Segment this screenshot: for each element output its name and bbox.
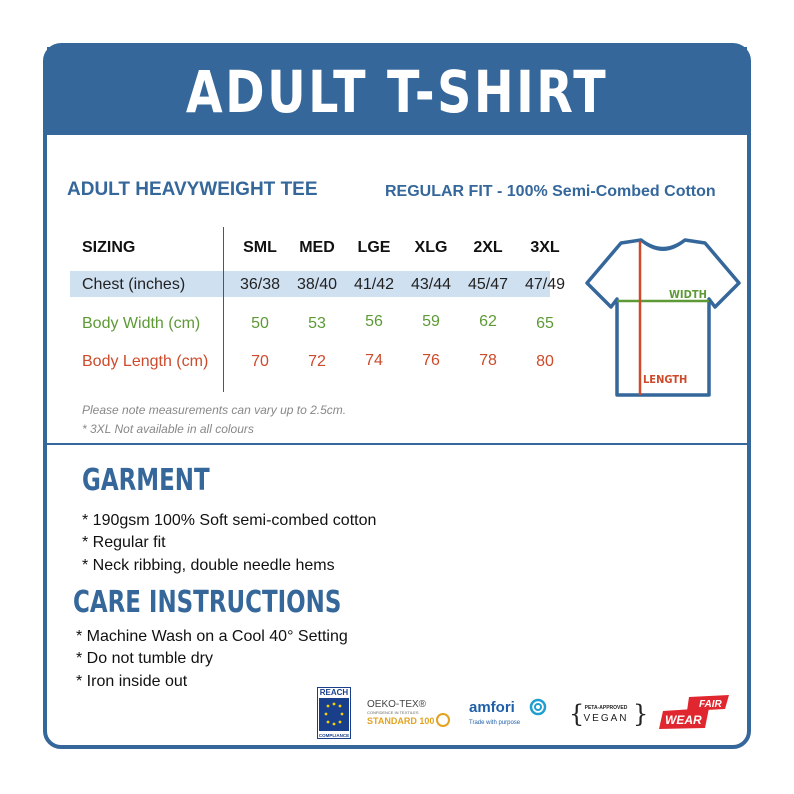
svg-text:WEAR: WEAR (665, 713, 702, 727)
width-value: 50 (251, 315, 269, 332)
svg-text:CONFIDENCE IN TEXTILES: CONFIDENCE IN TEXTILES (367, 710, 419, 715)
tshirt-measurement-diagram (583, 235, 743, 397)
sizing-header: SIZING (82, 239, 136, 256)
reach-compliance-logo (317, 687, 351, 739)
care-item: * Machine Wash on a Cool 40° Setting (76, 628, 348, 645)
svg-text:REACH: REACH (319, 688, 349, 697)
care-heading: CARE INSTRUCTIONS (73, 585, 342, 620)
size-header: 2XL (473, 239, 503, 256)
product-name: ADULT HEAVYWEIGHT TEE (67, 179, 318, 200)
row-label-chest: Chest (inches) (82, 276, 186, 293)
garment-item: * Neck ribbing, double needle hems (82, 557, 335, 574)
length-value: 74 (365, 352, 383, 369)
chest-value: 41/42 (353, 276, 395, 293)
tshirt-outline-icon (587, 240, 739, 395)
chest-value: 38/40 (296, 276, 338, 293)
width-label: WIDTH (669, 288, 707, 301)
care-item: * Iron inside out (76, 673, 188, 690)
size-header: 3XL (530, 239, 560, 256)
svg-text:Trade with purpose: Trade with purpose (469, 720, 521, 726)
garment-heading: GARMENT (82, 463, 210, 498)
fit-description: REGULAR FIT - 100% Semi-Combed Cotton (385, 183, 716, 200)
size-chart-card (43, 43, 751, 749)
section-divider (47, 443, 747, 445)
size-header: MED (299, 239, 335, 256)
svg-text:amfori: amfori (469, 699, 515, 716)
garment-item: * 190gsm 100% Soft semi-combed cotton (82, 512, 377, 529)
length-value: 72 (308, 353, 326, 370)
svg-text:FAIR: FAIR (699, 699, 722, 710)
width-value: 53 (308, 315, 326, 332)
length-label: LENGTH (643, 373, 688, 386)
svg-text:STANDARD 100: STANDARD 100 (367, 716, 435, 726)
fair-wear-logo (659, 695, 731, 731)
length-value: 70 (251, 353, 269, 370)
chest-value: 43/44 (410, 276, 452, 293)
chest-value: 47/49 (524, 276, 566, 293)
garment-item: * Regular fit (82, 534, 166, 551)
amfori-logo (467, 697, 553, 729)
chest-value: 36/38 (239, 276, 281, 293)
length-value: 80 (536, 353, 554, 370)
amfori-ring-icon (531, 700, 545, 714)
measurement-note: Please note measurements can vary up to 2.5cm. (82, 403, 347, 417)
width-value: 59 (422, 313, 440, 330)
oeko-tex-logo (365, 695, 451, 731)
peta-vegan-logo (567, 698, 649, 730)
size-header: SML (243, 239, 277, 256)
title-banner (47, 47, 747, 135)
table-divider (223, 227, 224, 392)
svg-text:PETA-APPROVED: PETA-APPROVED (584, 705, 628, 711)
width-value: 65 (536, 315, 554, 332)
length-value: 78 (479, 352, 497, 369)
size-header: XLG (414, 239, 448, 256)
page-title: ADULT T-SHIRT (185, 58, 609, 126)
width-value: 56 (365, 313, 383, 330)
chest-value: 45/47 (467, 276, 509, 293)
svg-text:OEKO-TEX®: OEKO-TEX® (367, 699, 427, 710)
svg-text:VEGAN: VEGAN (583, 713, 629, 724)
svg-text:}: } (633, 700, 649, 728)
row-label-length: Body Length (cm) (82, 353, 209, 370)
length-value: 76 (422, 352, 440, 369)
svg-text:{: { (569, 700, 585, 728)
availability-note: * 3XL Not available in all colours (82, 422, 254, 436)
width-value: 62 (479, 313, 497, 330)
size-header: LGE (357, 239, 391, 256)
care-item: * Do not tumble dry (76, 650, 213, 667)
oeko-sun-icon (437, 714, 449, 726)
svg-text:COMPLIANCE: COMPLIANCE (318, 733, 350, 738)
row-label-width: Body Width (cm) (82, 315, 201, 332)
